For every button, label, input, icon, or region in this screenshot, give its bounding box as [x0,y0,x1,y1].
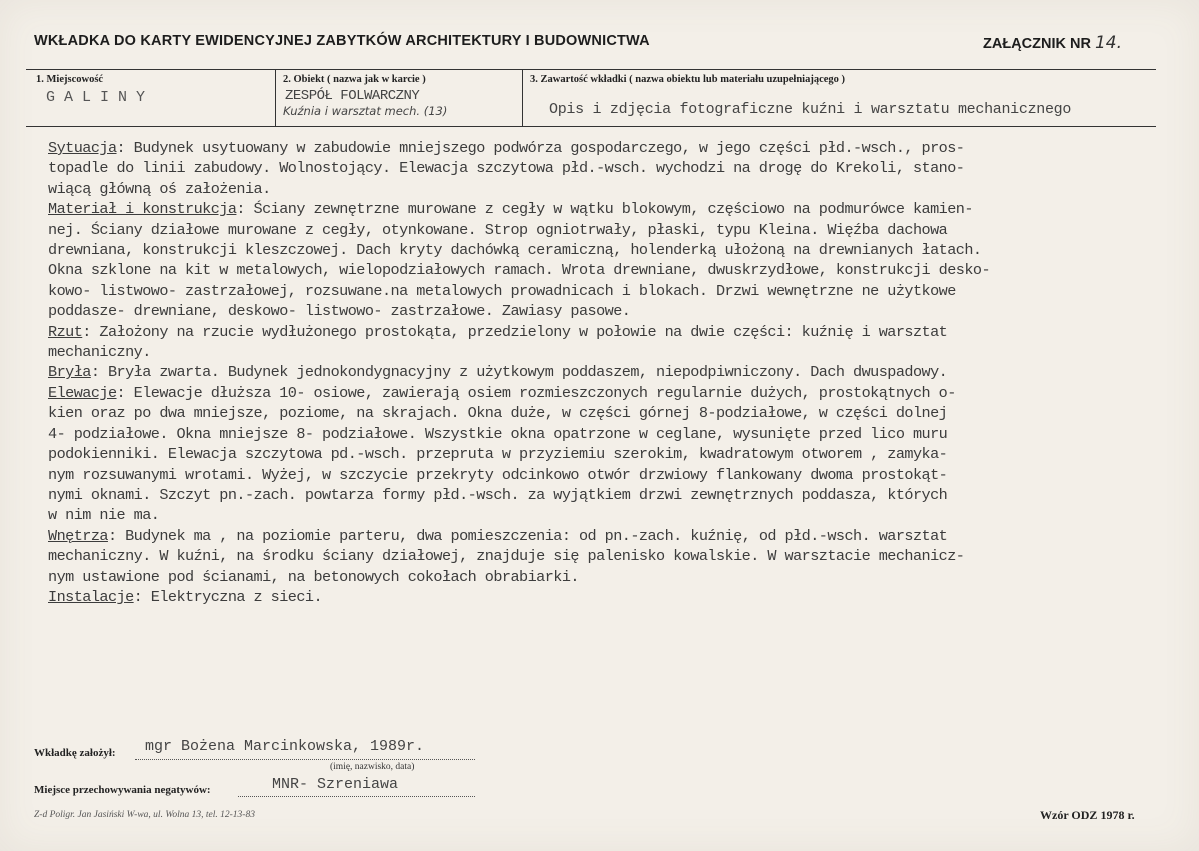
annex-number: 14. [1094,33,1122,53]
field-content-label: 3. Zawartość wkładki ( nazwa obiektu lub materiału uzupełniającego ) [530,74,846,85]
section-heading: Rzut [48,322,83,341]
text-line: w nim nie ma. [48,506,160,525]
annex-label-text: ZAŁĄCZNIK NR [983,36,1091,52]
section-heading: Sytuacja [48,139,117,157]
text-line: Wnętrza: Budynek ma , na poziomie parteru, dwa pomieszczenia: od pn.-zach. kuźnię, od płd.-wsch. warsztat [48,526,948,545]
text-line: nej. Ściany działowe murowane z cegły, otynkowane. Strop ogniotrwały, płaski, typu Kleina. Więźba dachowa [48,220,948,239]
text-line: kien oraz po dwa mniejsze, poziome, na skrajach. Okna duże, w części górnej 8-podziałowe, w części dolnej [48,404,948,423]
text-line: kowo- listwowo- zastrzałowej, rozsuwane.na metalowych prowadnicach i blokach. Drzwi wewnętrzne ne użytkowe [48,281,956,300]
section-heading: Elewacje [48,383,117,402]
text-line: Rzut: Założony na rzucie wydłużonego prostokąta, przedzielony w połowie na dwie części: kuźnię i warsztat [48,322,948,341]
printer-imprint: Z-d Poligr. Jan Jasiński W-wa, ul. Wolna 13, tel. 12-13-83 [34,810,255,820]
field-object-value: ZESPÓŁ FOLWARCZNY [285,88,420,104]
annex-label [983,33,1122,53]
field-object-handwritten: Kuźnia i warsztat mech. (13) [283,104,448,118]
text-line: nym rozsuwanymi wrotami. Wyżej, w szczycie przekryty odcinkowo otwór drzwiowy flankowany dwoma prostokąt- [48,465,948,484]
section-heading: Instalacje [48,587,134,606]
form-model: Wzór ODZ 1978 r. [1040,808,1135,822]
text-line: podokienniki. Elewacja szczytowa pd.-wsch. przepruta w przyziemiu szerokim, kwadratowym otworem , zamyka- [48,445,948,464]
author-label: Wkładkę założył: [34,747,116,759]
text-line: nymi oknami. Szczyt pn.-zach. powtarza formy płd.-wsch. za wyjątkiem drzwi zewnętrznych poddasza, których [48,485,948,504]
author-caption: (imię, nazwisko, data) [330,762,415,772]
text-line: Instalacje: Elektryczna z sieci. [48,587,323,606]
storage-value: MNR- Szreniawa [272,776,399,793]
text-line: Sytuacja: Budynek usytuowany w zabudowie mniejszego podwórza gospodarczego, w jego części płd.-wsch., pros- [48,139,965,157]
author-dotted-line [135,759,475,760]
author-value: mgr Bożena Marcinkowska, 1989r. [145,738,425,755]
text-line: mechaniczny. W kuźni, na środku ściany działowej, znajduje się palenisko kowalskie. W warsztacie mechanicz- [48,547,965,566]
field-divider [522,69,523,126]
field-locality-value: GALINY [46,89,155,106]
description-body [48,138,1158,607]
text-line: Bryła: Bryła zwarta. Budynek jednokondygnacyjny z użytkowym poddaszem, niepodpiwniczony. Dach dwuspadowy. [48,363,948,382]
text-line: poddasze- drewniane, deskowo- listwowo- zastrzałowe. Zawiasy pasowe. [48,302,631,321]
text-line: drewniana, konstrukcji kleszczowej. Dach kryty dachówką ceramiczną, holenderką ułożoną na drewnianych łatach. [48,241,982,260]
text-line: Materiał i konstrukcja: Ściany zewnętrzne murowane z cegły w wątku blokowym, częściowo na podmurówce kamien- [48,200,973,219]
form-title: WKŁADKA DO KARTY EWIDENCYJNEJ ZABYTKÓW ARCHITEKTURY I BUDOWNICTWA [34,33,650,49]
field-object-label: 2. Obiekt ( nazwa jak w karcie ) [283,74,426,85]
storage-label: Miejsce przechowywania negatywów: [34,784,211,796]
text-line: mechaniczny. [48,343,151,362]
section-heading: Bryła [48,363,91,382]
text-line: Elewacje: Elewacje dłuższa 10- osiowe, zawierają osiem rozmieszczonych regularnie dużych, prostokątnych o- [48,383,956,402]
storage-dotted-line [238,796,475,797]
field-divider [275,69,276,126]
field-content-value: Opis i zdjęcia fotograficzne kuźni i warsztatu mechanicznego [549,101,1072,118]
text-line: nym ustawione pod ścianami, na betonowych cokołach obrabiarki. [48,567,579,586]
section-heading: Wnętrza [48,526,108,545]
text-line: wiącą główną oś założenia. [48,179,271,198]
text-line: 4- podziałowe. Okna mniejsze 8- podziałowe. Wszystkie okna opatrzone w ceglane, wysunięte przed lico muru [48,424,948,443]
field-locality-label: 1. Miejscowość [36,74,104,85]
section-heading: Materiał i konstrukcja [48,200,237,219]
text-line: Okna szklone na kit w metalowych, wielopodziałowych ramach. Wrota drewniane, dwuskrzydłowe, konstrukcji desko- [48,261,991,280]
text-line: topadle do linii zabudowy. Wolnostojący. Elewacja szczytowa płd.-wsch. wychodzi na drogę do Krekoli, stano- [48,159,965,178]
